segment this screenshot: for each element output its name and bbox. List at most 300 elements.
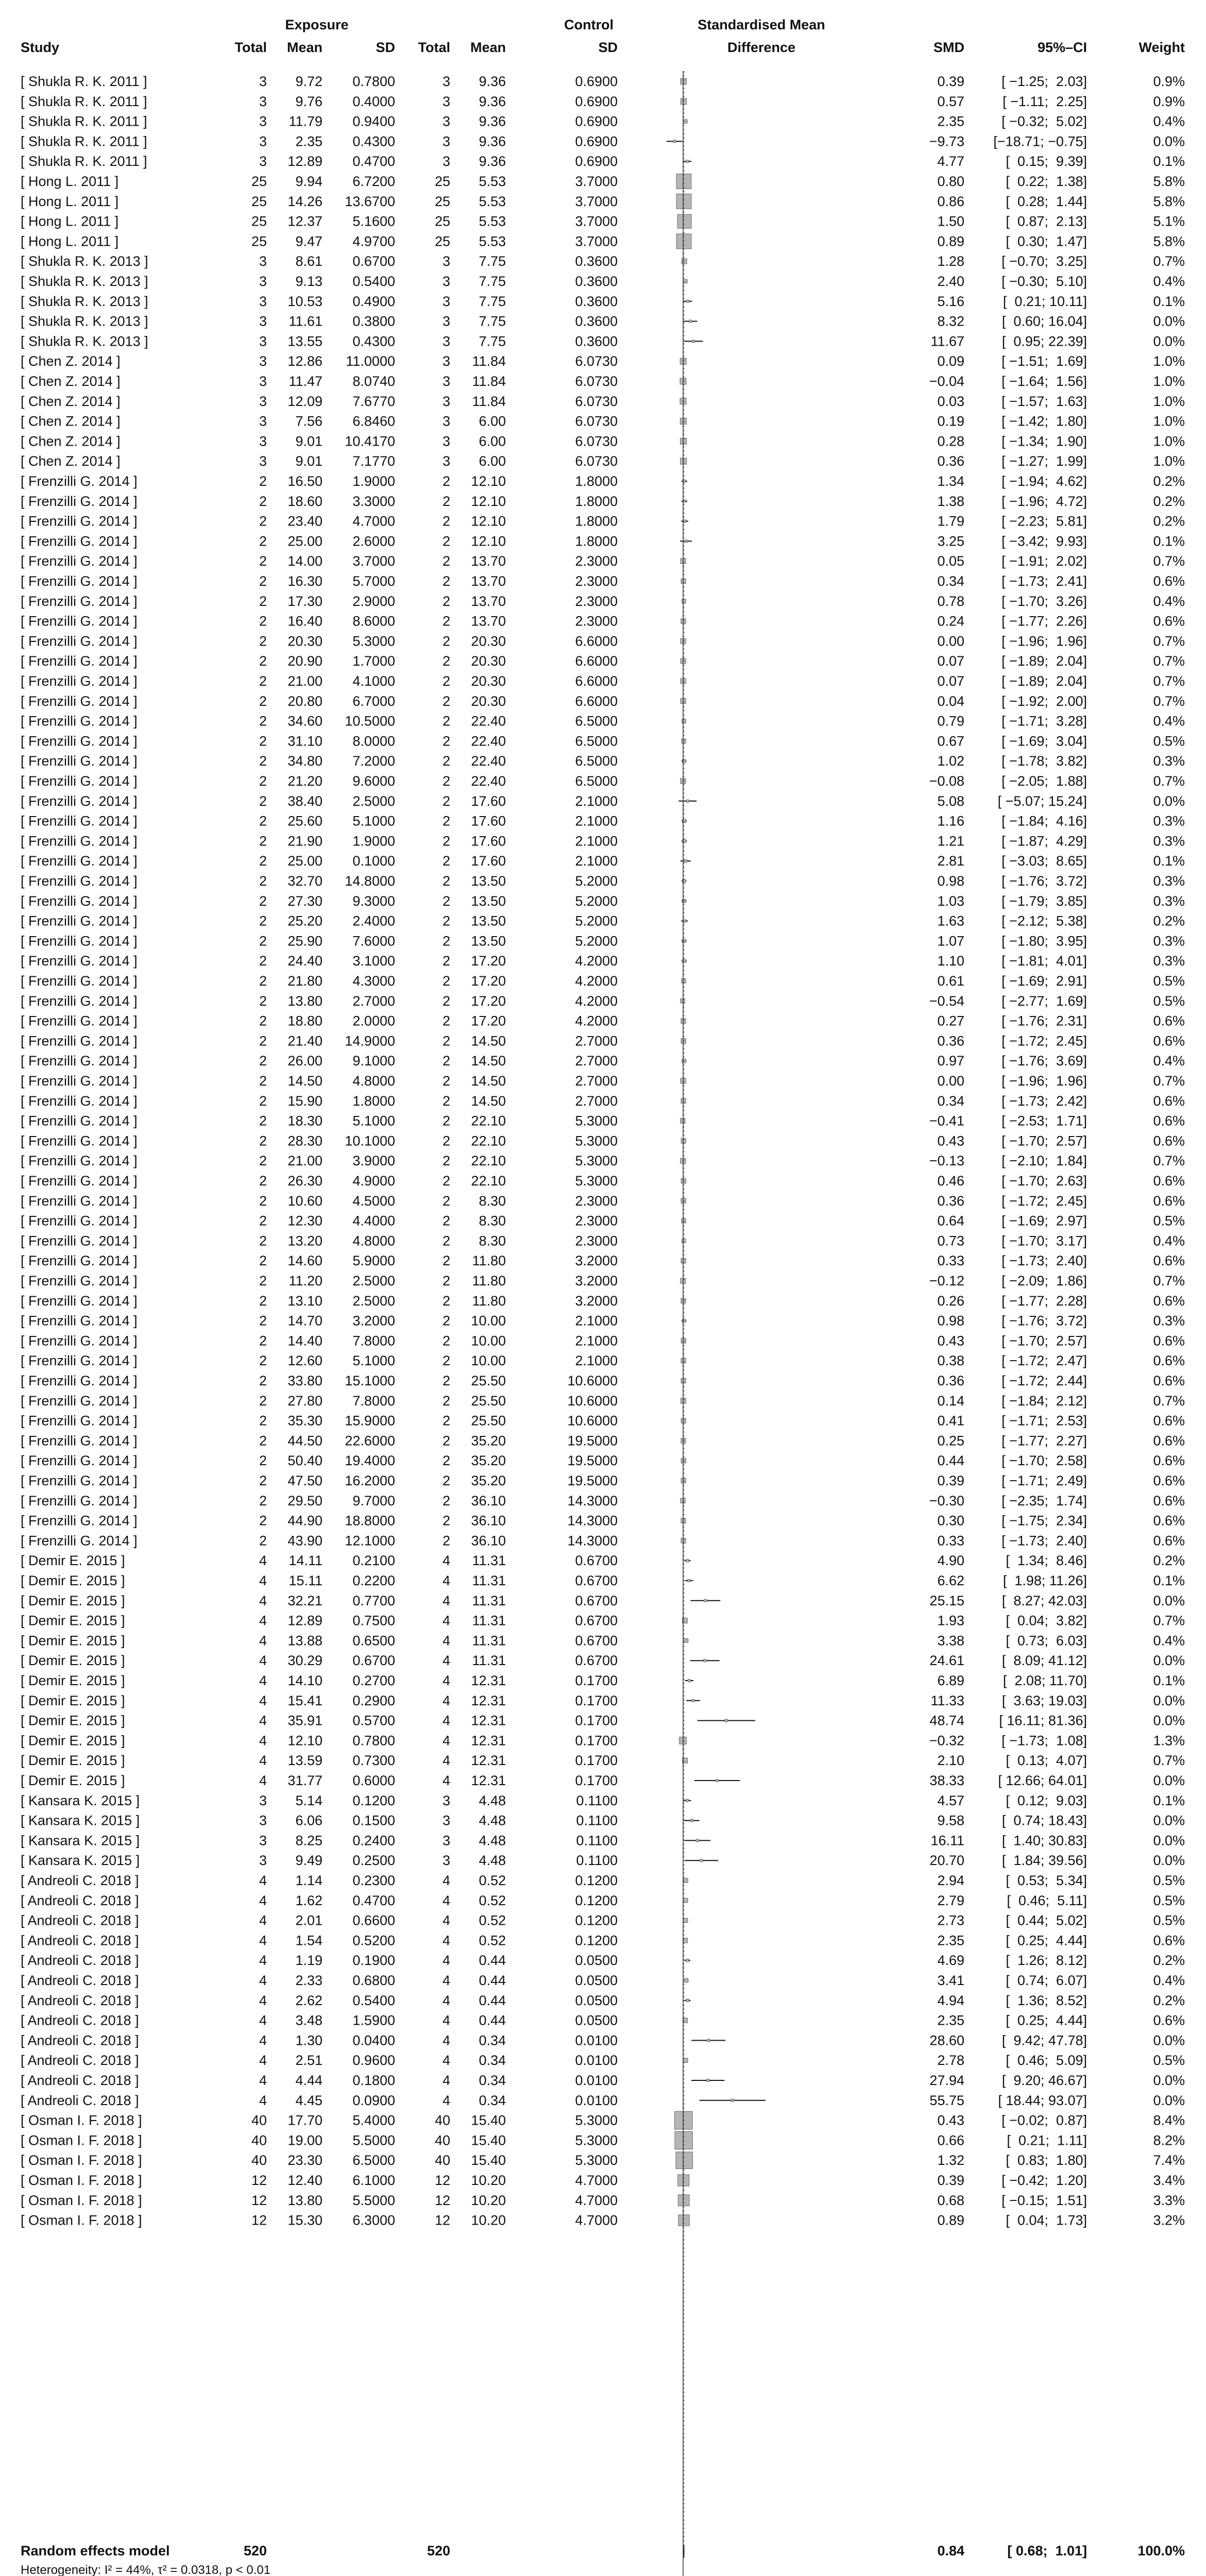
cell-e_total: 2 <box>259 473 267 489</box>
cell-e_total: 2 <box>259 1133 267 1149</box>
cell-e_total: 4 <box>259 1992 267 2008</box>
cell-e_total: 2 <box>259 573 267 589</box>
cell-weight: 0.3% <box>1153 873 1185 889</box>
cell-e_mean: 23.40 <box>287 513 322 529</box>
cell-ci: [ −2.09; 1.86] <box>1001 1273 1087 1289</box>
cell-ci: [ −1.69; 2.91] <box>1001 973 1087 989</box>
cell-study: [ Andreoli C. 2018 ] <box>21 1953 139 1969</box>
cell-e_total: 2 <box>259 1153 267 1169</box>
cell-e_sd: 12.1000 <box>345 1533 395 1549</box>
cell-weight: 0.0% <box>1153 2092 1185 2108</box>
cell-smd: 1.63 <box>937 913 964 929</box>
cell-weight: 0.7% <box>1153 693 1185 709</box>
cell-e_mean: 12.40 <box>287 2173 322 2188</box>
cell-weight: 0.3% <box>1153 953 1185 969</box>
cell-e_total: 2 <box>259 553 267 569</box>
cell-c_total: 40 <box>434 2132 450 2148</box>
cell-c_total: 2 <box>442 1013 450 1029</box>
cell-study: [ Frenzilli G. 2014 ] <box>21 1053 138 1069</box>
cell-ci: [ 1.84; 39.56] <box>1001 1853 1087 1869</box>
cell-c_sd: 3.7000 <box>575 174 618 189</box>
cell-e_mean: 23.30 <box>287 2153 322 2168</box>
cell-e_total: 2 <box>259 1373 267 1388</box>
cell-e_mean: 14.60 <box>287 1253 322 1269</box>
cell-c_sd: 3.7000 <box>575 193 618 209</box>
weight-square <box>700 1859 703 1862</box>
cell-study: [ Shukla R. K. 2011 ] <box>21 113 147 129</box>
cell-study: [ Frenzilli G. 2014 ] <box>21 953 138 969</box>
cell-study: [ Frenzilli G. 2014 ] <box>21 733 138 749</box>
cell-study: [ Frenzilli G. 2014 ] <box>21 1393 138 1409</box>
cell-c_mean: 11.80 <box>472 1273 506 1289</box>
cell-smd: −9.73 <box>929 133 964 149</box>
cell-smd: 0.30 <box>937 1513 964 1529</box>
cell-weight: 0.7% <box>1153 653 1185 669</box>
cell-e_sd: 8.0000 <box>352 733 395 749</box>
weight-square <box>692 1699 694 1702</box>
weight-square <box>686 1959 688 1962</box>
cell-e_total: 4 <box>259 1892 267 1908</box>
cell-c_mean: 0.44 <box>479 1973 506 1988</box>
cell-e_mean: 9.76 <box>295 93 322 109</box>
cell-c_total: 2 <box>442 953 450 969</box>
cell-study: [ Kansara K. 2015 ] <box>21 1812 140 1828</box>
cell-ci: [ 0.87; 2.13] <box>1006 213 1087 229</box>
cell-c_sd: 6.5000 <box>575 753 618 769</box>
cell-c_total: 2 <box>442 853 450 869</box>
cell-study: [ Frenzilli G. 2014 ] <box>21 1253 138 1269</box>
cell-e_mean: 47.50 <box>287 1473 322 1488</box>
study-row <box>21 693 1185 709</box>
cell-smd: 1.34 <box>937 473 964 489</box>
cell-e_total: 2 <box>259 973 267 989</box>
cell-weight: 0.6% <box>1153 1333 1185 1349</box>
cell-c_total: 2 <box>442 573 450 589</box>
cell-e_sd: 0.5400 <box>352 1992 395 2008</box>
cell-smd: 1.79 <box>937 513 964 529</box>
cell-e_sd: 5.7000 <box>352 573 395 589</box>
cell-ci: [ −1.89; 2.04] <box>1001 673 1087 689</box>
cell-smd: 5.08 <box>937 793 964 809</box>
cell-e_total: 2 <box>259 753 267 769</box>
study-row <box>21 333 1185 349</box>
cell-weight: 0.6% <box>1153 1493 1185 1509</box>
cell-e_total: 2 <box>259 1253 267 1269</box>
cell-e_sd: 0.4900 <box>352 293 395 309</box>
cell-c_mean: 12.10 <box>471 513 506 529</box>
cell-e_mean: 27.30 <box>287 893 322 909</box>
cell-c_mean: 0.52 <box>479 1873 506 1888</box>
cell-study: [ Osman I. F. 2018 ] <box>21 2212 142 2228</box>
study-mark <box>680 540 692 543</box>
cell-e_mean: 31.10 <box>287 733 322 749</box>
study-mark <box>684 1639 688 1643</box>
cell-ci: [ −1.72; 2.45] <box>1001 1033 1087 1049</box>
study-row <box>21 833 1185 849</box>
header-exposure: Exposure <box>285 17 349 32</box>
cell-c_total: 4 <box>442 1573 450 1588</box>
cell-smd: 0.36 <box>937 1033 964 1049</box>
cell-c_total: 2 <box>442 613 450 629</box>
cell-ci: [ −1.75; 2.34] <box>1001 1513 1087 1529</box>
cell-e_mean: 9.47 <box>295 233 322 249</box>
study-row <box>21 414 1185 429</box>
study-row <box>21 653 1185 669</box>
cell-c_mean: 9.36 <box>479 113 506 129</box>
cell-ci: [ 9.42; 47.78] <box>1001 2032 1087 2048</box>
cell-e_total: 2 <box>259 1113 267 1129</box>
study-row <box>21 1293 1185 1309</box>
cell-weight: 0.1% <box>1153 154 1185 170</box>
cell-ci: [ −1.72; 2.44] <box>1001 1373 1087 1388</box>
cell-ci: [ −1.77; 2.28] <box>1001 1293 1087 1309</box>
cell-study: [ Frenzilli G. 2014 ] <box>21 473 138 489</box>
cell-e_mean: 1.19 <box>295 1953 322 1969</box>
cell-ci: [ −1.73; 2.40] <box>1001 1533 1087 1549</box>
cell-weight: 3.3% <box>1153 2192 1185 2208</box>
cell-c_sd: 0.1100 <box>576 1833 618 1849</box>
cell-smd: 0.05 <box>937 553 964 569</box>
cell-smd: 0.38 <box>937 1353 964 1369</box>
cell-c_total: 3 <box>442 374 450 389</box>
cell-c_sd: 14.3000 <box>567 1493 618 1509</box>
cell-ci: [ −1.69; 2.97] <box>1001 1213 1087 1229</box>
cell-c_total: 25 <box>434 174 450 189</box>
cell-study: [ Chen Z. 2014 ] <box>21 374 121 389</box>
cell-weight: 0.7% <box>1153 773 1185 789</box>
cell-e_sd: 5.1000 <box>352 1113 395 1129</box>
cell-e_sd: 5.4000 <box>352 2112 395 2128</box>
cell-smd: 1.50 <box>937 213 964 229</box>
cell-weight: 0.5% <box>1153 2053 1185 2069</box>
study-row <box>21 2153 1185 2168</box>
cell-c_mean: 22.40 <box>471 773 506 789</box>
cell-c_total: 40 <box>434 2112 450 2128</box>
cell-weight: 0.3% <box>1153 1313 1185 1329</box>
cell-e_mean: 1.62 <box>295 1892 322 1908</box>
cell-e_mean: 8.25 <box>295 1833 322 1849</box>
cell-c_sd: 0.6700 <box>575 1653 618 1669</box>
weight-square <box>684 1639 688 1643</box>
cell-e_sd: 6.8460 <box>352 413 395 429</box>
cell-smd: 0.43 <box>937 1133 964 1149</box>
cell-c_mean: 17.20 <box>471 973 506 989</box>
study-row <box>21 1133 1185 1148</box>
cell-e_sd: 0.1900 <box>352 1953 395 1969</box>
cell-e_mean: 12.09 <box>287 393 322 409</box>
cell-c_sd: 6.6000 <box>575 673 618 689</box>
cell-c_total: 2 <box>442 633 450 649</box>
study-row <box>21 514 1185 529</box>
cell-ci: [ −1.72; 2.47] <box>1001 1353 1087 1369</box>
cell-e_sd: 2.4000 <box>352 913 395 929</box>
cell-ci: [ 0.83; 1.80] <box>1006 2153 1087 2168</box>
cell-c_total: 25 <box>434 213 450 229</box>
weight-square <box>686 1999 689 2002</box>
cell-c_mean: 0.52 <box>479 1933 506 1948</box>
cell-e_sd: 10.4170 <box>345 433 395 449</box>
cell-c_mean: 4.48 <box>479 1792 506 1808</box>
cell-smd: 0.80 <box>937 174 964 189</box>
cell-smd: 1.28 <box>937 253 964 269</box>
study-row <box>21 2132 1185 2148</box>
cell-e_total: 2 <box>259 1273 267 1289</box>
cell-c_sd: 3.2000 <box>575 1273 618 1289</box>
cell-study: [ Frenzilli G. 2014 ] <box>21 913 138 929</box>
cell-e_mean: 33.80 <box>287 1373 322 1388</box>
cell-e_sd: 4.8000 <box>352 1073 395 1089</box>
cell-c_sd: 1.8000 <box>575 473 618 489</box>
cell-c_mean: 20.30 <box>471 633 506 649</box>
cell-e_total: 2 <box>259 613 267 629</box>
cell-c_total: 3 <box>442 413 450 429</box>
cell-weight: 0.4% <box>1153 593 1185 609</box>
cell-ci: [ −2.10; 1.84] <box>1001 1153 1087 1169</box>
cell-ci: [ −1.91; 2.02] <box>1001 553 1087 569</box>
study-row <box>21 933 1185 948</box>
cell-c_mean: 8.30 <box>479 1233 506 1249</box>
cell-ci: [ 16.11; 81.36] <box>999 1713 1087 1728</box>
cell-c_total: 2 <box>442 873 450 889</box>
cell-c_mean: 13.70 <box>471 593 506 609</box>
cell-c_mean: 0.44 <box>479 2012 506 2028</box>
cell-c_mean: 36.10 <box>471 1493 506 1509</box>
cell-e_mean: 12.89 <box>287 1613 322 1629</box>
cell-smd: 0.14 <box>937 1393 964 1409</box>
cell-c_mean: 4.48 <box>479 1853 506 1869</box>
study-row <box>21 394 1185 409</box>
cell-c_total: 2 <box>442 1313 450 1329</box>
cell-e_total: 4 <box>259 1592 267 1608</box>
cell-study: [ Hong L. 2011 ] <box>21 233 119 249</box>
cell-c_sd: 1.8000 <box>575 533 618 549</box>
cell-c_total: 2 <box>442 933 450 949</box>
cell-e_sd: 0.4000 <box>352 93 395 109</box>
cell-c_sd: 2.3000 <box>575 1233 618 1249</box>
cell-e_total: 3 <box>259 333 267 349</box>
cell-ci: [ 0.30; 1.47] <box>1006 233 1087 249</box>
cell-e_total: 2 <box>259 1433 267 1449</box>
cell-study: [ Demir E. 2015 ] <box>21 1592 125 1608</box>
cell-e_total: 2 <box>259 833 267 849</box>
cell-c_sd: 0.6900 <box>575 154 618 170</box>
cell-c_mean: 4.48 <box>479 1812 506 1828</box>
cell-e_mean: 50.40 <box>287 1453 322 1469</box>
cell-smd: −0.13 <box>929 1153 964 1169</box>
cell-c_sd: 6.0730 <box>575 393 618 409</box>
cell-weight: 0.6% <box>1153 1453 1185 1469</box>
study-row <box>21 1093 1185 1109</box>
cell-e_mean: 11.79 <box>288 113 322 129</box>
cell-c_sd: 19.5000 <box>567 1433 618 1449</box>
cell-e_total: 3 <box>259 353 267 369</box>
cell-c_mean: 17.20 <box>471 993 506 1009</box>
cell-e_mean: 9.01 <box>295 453 322 469</box>
cell-c_mean: 7.75 <box>479 313 506 329</box>
cell-smd: 3.25 <box>937 533 964 549</box>
cell-ci: [ −1.77; 2.26] <box>1001 613 1087 629</box>
cell-e_total: 3 <box>259 393 267 409</box>
cell-weight: 0.7% <box>1153 1393 1185 1409</box>
cell-smd: 0.86 <box>937 193 964 209</box>
cell-e_mean: 1.54 <box>295 1933 322 1948</box>
cell-smd: 0.28 <box>937 433 964 449</box>
cell-e_sd: 0.2900 <box>352 1692 395 1708</box>
study-row <box>21 1073 1185 1089</box>
cell-c_total: 2 <box>442 593 450 609</box>
cell-c_total: 2 <box>442 653 450 669</box>
cell-smd: 16.11 <box>930 1833 964 1849</box>
cell-c_sd: 10.6000 <box>567 1373 618 1388</box>
cell-c_mean: 7.75 <box>479 293 506 309</box>
cell-weight: 0.3% <box>1153 893 1185 909</box>
cell-smd: 2.35 <box>937 2012 964 2028</box>
cell-ci: [ −1.94; 4.62] <box>1001 473 1087 489</box>
cell-e_sd: 5.9000 <box>352 1253 395 1269</box>
cell-c_total: 4 <box>442 1733 450 1749</box>
cell-c_sd: 19.5000 <box>567 1473 618 1488</box>
cell-e_mean: 5.14 <box>295 1792 322 1808</box>
cell-c_sd: 6.0730 <box>575 353 618 369</box>
cell-smd: −0.08 <box>929 773 964 789</box>
cell-weight: 0.3% <box>1153 753 1185 769</box>
cell-e_mean: 25.00 <box>287 853 322 869</box>
cell-study: [ Frenzilli G. 2014 ] <box>21 1173 138 1189</box>
cell-c_total: 3 <box>442 113 450 129</box>
cell-c_mean: 20.30 <box>471 673 506 689</box>
cell-c_sd: 1.8000 <box>575 513 618 529</box>
cell-c_sd: 2.7000 <box>575 1053 618 1069</box>
cell-weight: 8.2% <box>1153 2132 1185 2148</box>
cell-c_mean: 11.84 <box>472 353 506 369</box>
cell-weight: 0.0% <box>1153 1812 1185 1828</box>
cell-e_mean: 38.40 <box>287 793 322 809</box>
cell-e_sd: 1.5900 <box>352 2012 395 2028</box>
cell-c_sd: 2.1000 <box>575 833 618 849</box>
cell-c_total: 2 <box>442 893 450 909</box>
cell-ci: [ 18.44; 93.07] <box>998 2092 1087 2108</box>
cell-weight: 0.1% <box>1153 1792 1185 1808</box>
cell-e_mean: 32.70 <box>287 873 322 889</box>
cell-e_total: 4 <box>259 1953 267 1969</box>
cell-c_sd: 5.3000 <box>575 1113 618 1129</box>
cell-e_mean: 12.86 <box>287 353 322 369</box>
cell-smd: 1.02 <box>937 753 964 769</box>
study-row <box>21 1493 1185 1509</box>
study-row <box>21 2173 1185 2188</box>
cell-study: [ Frenzilli G. 2014 ] <box>21 1513 138 1529</box>
cell-e_total: 25 <box>251 193 267 209</box>
weight-square <box>688 1580 690 1582</box>
cell-e_sd: 2.6000 <box>352 533 395 549</box>
cell-smd: 0.46 <box>937 1173 964 1189</box>
cell-smd: 4.69 <box>937 1953 964 1969</box>
cell-c_mean: 11.31 <box>472 1613 506 1629</box>
study-row <box>21 2113 1185 2128</box>
study-row <box>21 1973 1185 1988</box>
cell-e_mean: 34.80 <box>287 753 322 769</box>
cell-smd: 2.78 <box>937 2053 964 2069</box>
cell-ci: [ 0.46; 5.09] <box>1006 2053 1087 2069</box>
cell-c_sd: 0.1700 <box>575 1692 618 1708</box>
study-row <box>21 1113 1185 1129</box>
cell-e_total: 12 <box>251 2173 267 2188</box>
cell-c_total: 4 <box>442 1973 450 1988</box>
study-row <box>21 1773 1185 1788</box>
cell-smd: 4.57 <box>937 1792 964 1808</box>
cell-c_total: 2 <box>442 813 450 829</box>
cell-weight: 3.2% <box>1153 2212 1185 2228</box>
study-row <box>21 1013 1185 1029</box>
cell-c_sd: 10.6000 <box>567 1393 618 1409</box>
cell-e_total: 2 <box>259 1033 267 1049</box>
cell-ci: [ −1.84; 4.16] <box>1001 813 1087 829</box>
cell-c_sd: 2.1000 <box>575 1313 618 1329</box>
cell-smd: 0.73 <box>937 1233 964 1249</box>
cell-c_mean: 15.40 <box>471 2132 506 2148</box>
cell-c_mean: 11.31 <box>472 1633 506 1649</box>
weight-square <box>682 259 687 264</box>
cell-c_mean: 8.30 <box>479 1213 506 1229</box>
study-row <box>21 893 1185 909</box>
cell-smd: 6.62 <box>937 1573 964 1588</box>
cell-e_sd: 7.6770 <box>352 393 395 409</box>
cell-e_total: 4 <box>259 1653 267 1669</box>
cell-study: [ Frenzilli G. 2014 ] <box>21 1413 138 1429</box>
cell-weight: 0.0% <box>1153 1833 1185 1849</box>
cell-c_total: 40 <box>434 2153 450 2168</box>
study-mark <box>691 2079 724 2082</box>
study-row <box>21 473 1185 489</box>
cell-c_mean: 12.31 <box>471 1773 506 1788</box>
cell-e_mean: 14.70 <box>287 1313 322 1329</box>
cell-smd: 24.61 <box>929 1653 964 1669</box>
cell-e_mean: 2.01 <box>295 1912 322 1928</box>
cell-ci: [ −1.25; 2.03] <box>1001 74 1087 89</box>
cell-weight: 0.7% <box>1153 1153 1185 1169</box>
cell-e_sd: 3.1000 <box>352 953 395 969</box>
cell-e_total: 3 <box>259 253 267 269</box>
cell-e_mean: 11.20 <box>288 1273 322 1289</box>
cell-c_total: 2 <box>442 973 450 989</box>
weight-square <box>696 1839 699 1842</box>
cell-e_mean: 35.91 <box>287 1713 322 1728</box>
cell-study: [ Frenzilli G. 2014 ] <box>21 633 138 649</box>
cell-ci: [ 1.40; 30.83] <box>1001 1833 1087 1849</box>
cell-c_mean: 0.34 <box>479 2032 506 2048</box>
cell-weight: 0.4% <box>1153 274 1185 289</box>
cell-study: [ Demir E. 2015 ] <box>21 1633 125 1649</box>
cell-c_sd: 0.6900 <box>575 133 618 149</box>
cell-ci: [ 0.21; 1.11] <box>1007 2132 1087 2148</box>
study-mark <box>684 1560 690 1562</box>
study-mark <box>684 1999 690 2002</box>
cell-ci: [ 0.44; 5.02] <box>1006 1912 1087 1928</box>
cell-e_total: 3 <box>259 1812 267 1828</box>
cell-e_total: 3 <box>259 433 267 449</box>
cell-e_sd: 0.6600 <box>352 1912 395 1928</box>
study-row <box>21 1513 1185 1529</box>
cell-smd: 0.64 <box>937 1213 964 1229</box>
cell-study: [ Andreoli C. 2018 ] <box>21 1892 139 1908</box>
cell-e_sd: 1.8000 <box>352 1093 395 1109</box>
cell-c_mean: 22.40 <box>471 733 506 749</box>
cell-study: [ Frenzilli G. 2014 ] <box>21 1373 138 1388</box>
study-row <box>21 573 1185 589</box>
cell-weight: 0.5% <box>1153 733 1185 749</box>
cell-c_mean: 10.20 <box>471 2192 506 2208</box>
cell-ci: [ 0.04; 1.73] <box>1006 2212 1087 2228</box>
